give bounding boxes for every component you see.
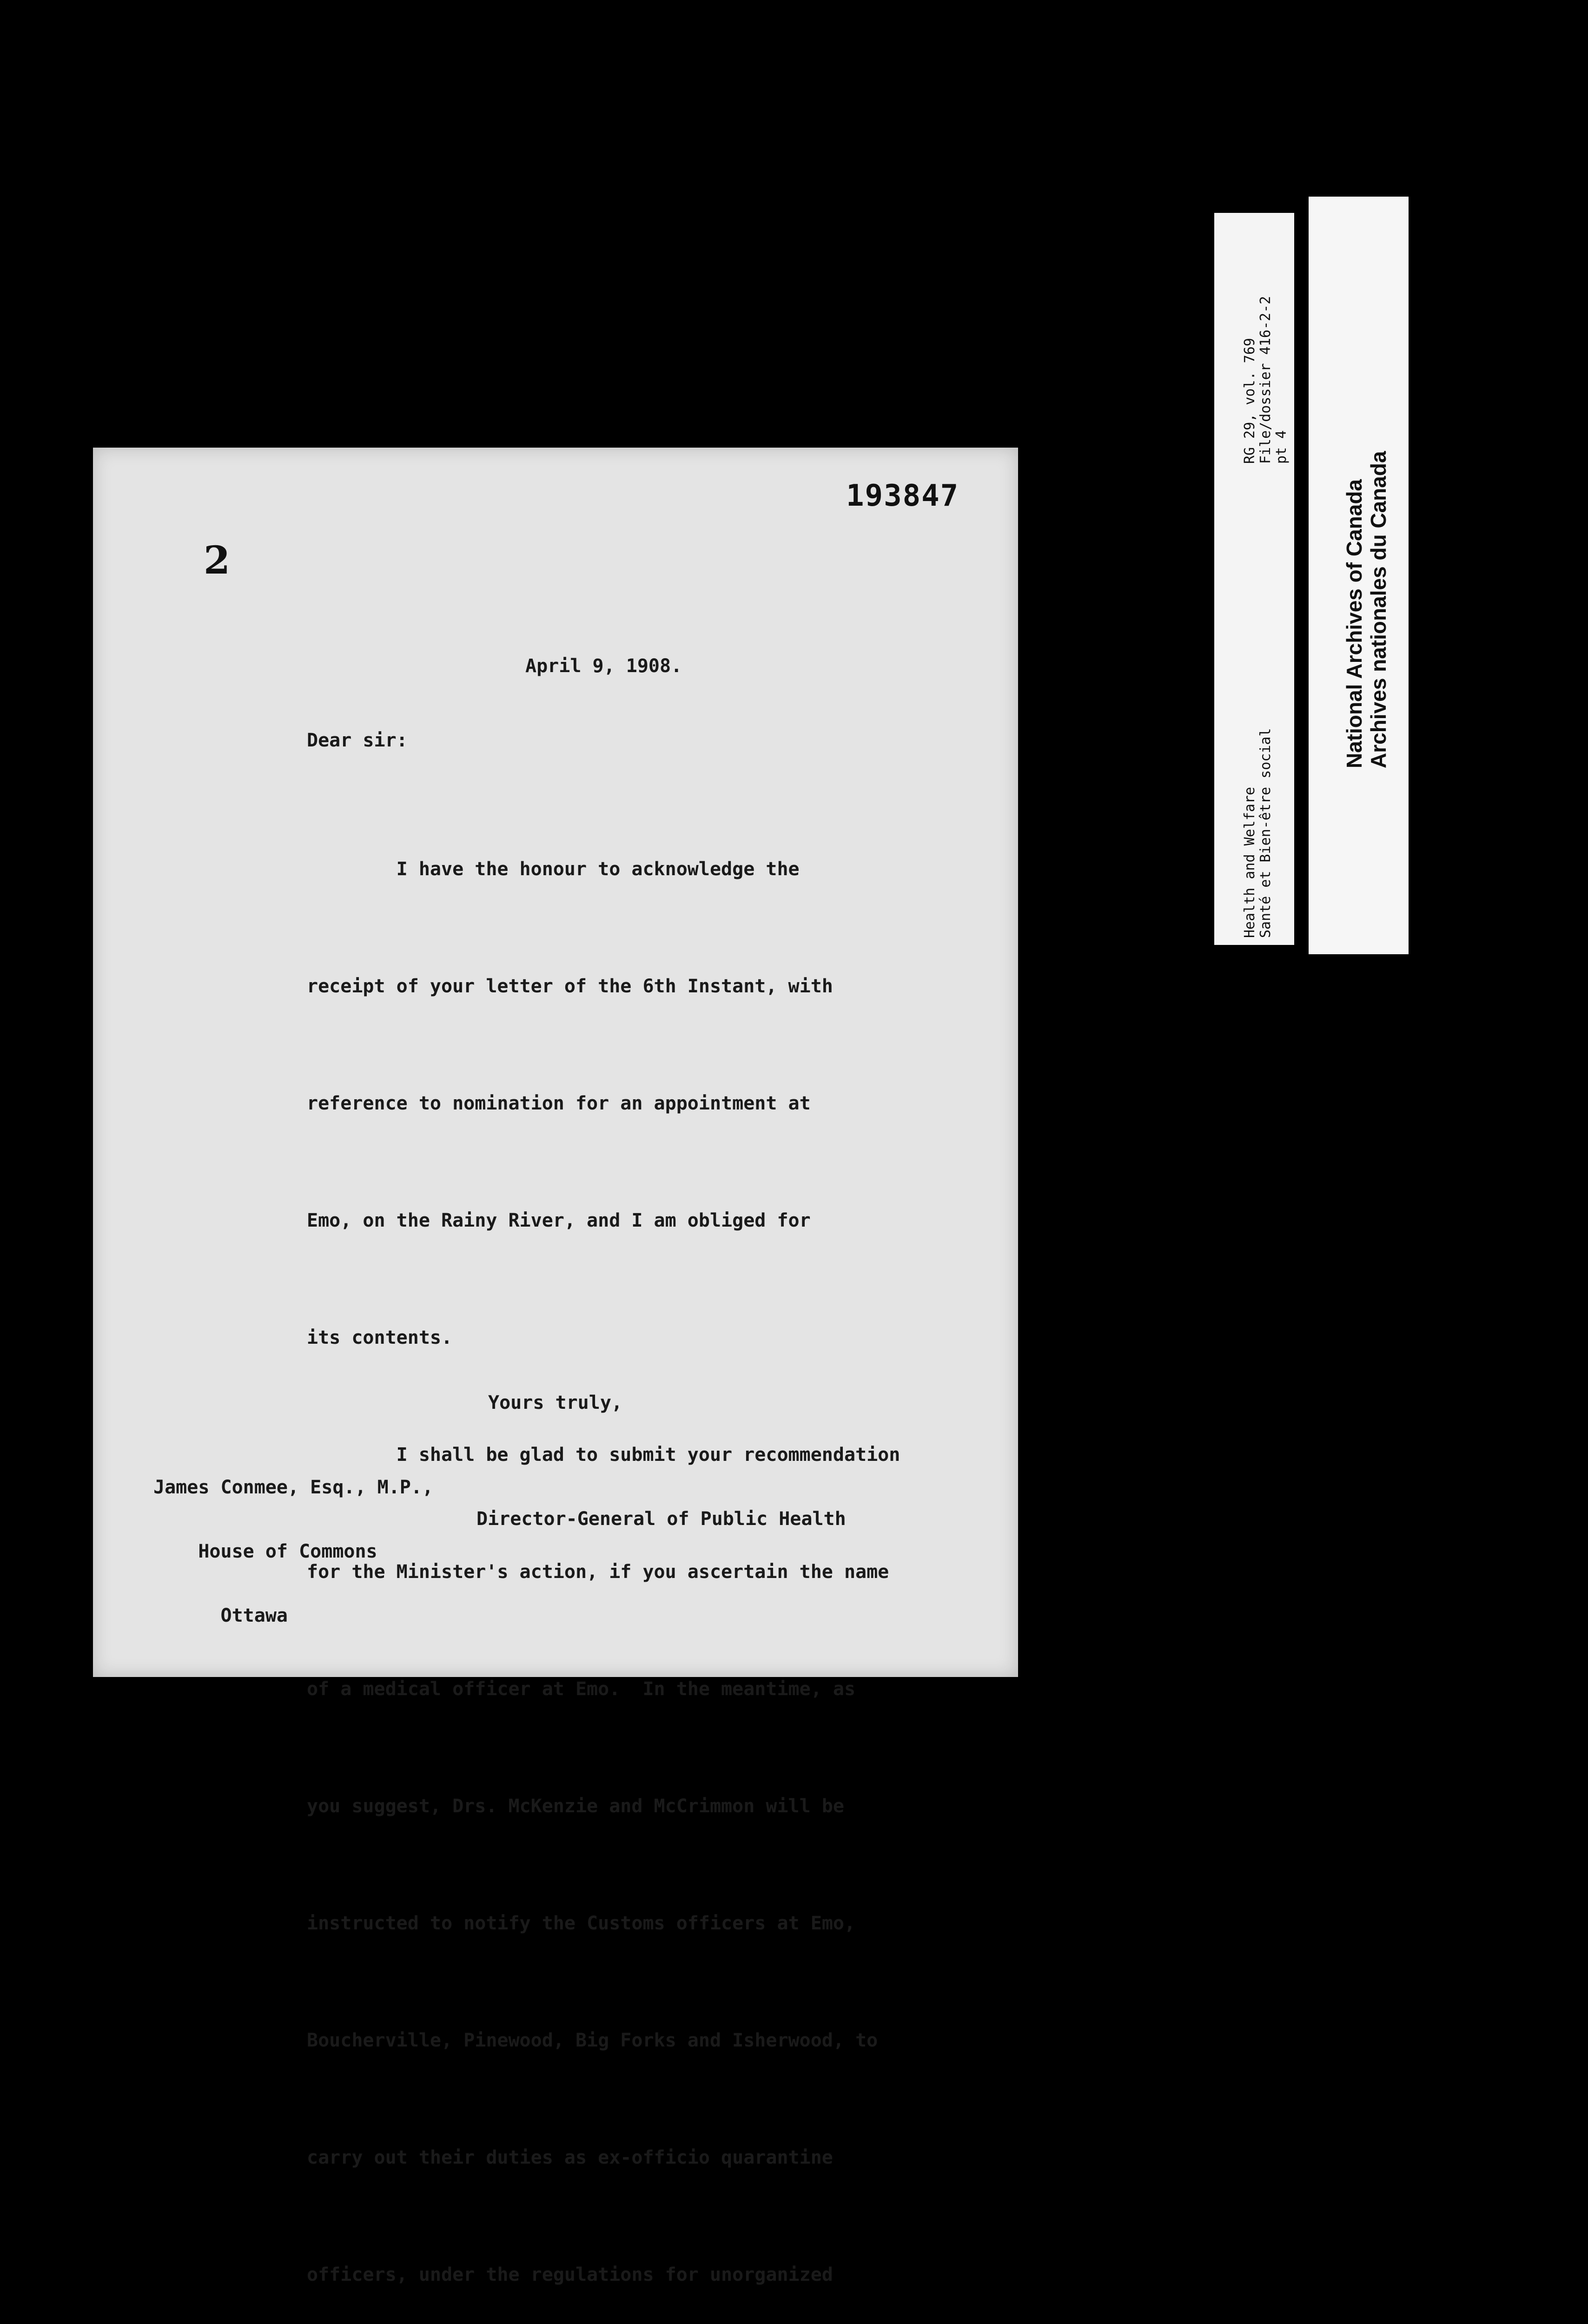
- archive-name-line: Archives nationales du Canada: [1366, 451, 1390, 768]
- department-line: Health and Welfare: [1242, 786, 1258, 938]
- reference-line: File/dossier 416-2-2: [1257, 296, 1274, 464]
- body-line: I have the honour to acknowledge the: [307, 858, 800, 880]
- archive-name-block: [1342, 451, 1390, 768]
- reference-block: [1242, 296, 1290, 464]
- addressee-block: [153, 1434, 433, 1648]
- letter-date: April 9, 1908.: [525, 655, 682, 677]
- body-line: officers, under the regulations for unorganized: [307, 2264, 833, 2285]
- body-line: you suggest, Drs. McKenzie and McCrimmon will be: [307, 1796, 844, 1817]
- body-line: Emo, on the Rainy River, and I am obliged for: [307, 1210, 811, 1231]
- addressee-line: House of Commons: [153, 1541, 377, 1562]
- addressee-line: Ottawa: [153, 1605, 288, 1626]
- reference-line: pt 4: [1273, 430, 1290, 464]
- signature-title: Director-General of Public Health: [476, 1508, 846, 1530]
- salutation: Dear sir:: [307, 730, 408, 751]
- department-line: Santé et Bien-être social: [1257, 728, 1274, 938]
- body-line: its contents.: [307, 1327, 453, 1348]
- page-mark: 2: [204, 538, 231, 583]
- body-line: instructed to notify the Customs officers at Emo,: [307, 1913, 856, 1934]
- body-line: of a medical officer at Emo. In the meantime, as: [307, 1678, 856, 1700]
- body-line: receipt of your letter of the 6th Instant, with: [307, 976, 833, 997]
- body-line: I shall be glad to submit your recommendation: [307, 1444, 900, 1466]
- closing: Yours truly,: [488, 1392, 622, 1413]
- addressee-line: James Conmee, Esq., M.P.,: [153, 1477, 434, 1498]
- archive-name-label: [1309, 197, 1409, 954]
- body-line: carry out their duties as ex-officio quarantine: [307, 2147, 833, 2168]
- archive-reference-label: [1214, 213, 1294, 945]
- archive-name-line: National Archives of Canada: [1342, 479, 1366, 768]
- document-number: 193847: [846, 479, 959, 513]
- reference-line: RG 29, vol. 769: [1242, 338, 1258, 464]
- body-line: reference to nomination for an appointment at: [307, 1093, 811, 1114]
- body-line: for the Minister's action, if you ascertain the name: [307, 1561, 889, 1583]
- department-block: [1242, 728, 1274, 938]
- body-line: Boucherville, Pinewood, Big Forks and Isherwood, to: [307, 2030, 878, 2051]
